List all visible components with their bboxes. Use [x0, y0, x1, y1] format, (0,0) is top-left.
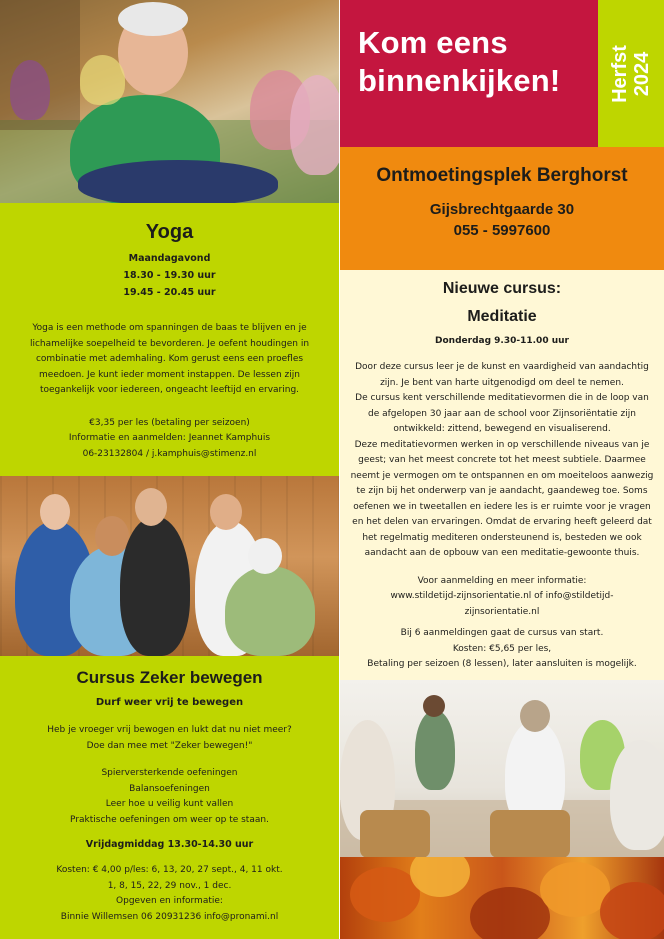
season-label: Herfst 2024: [609, 44, 653, 103]
season-banner: [598, 0, 664, 147]
list-item: Spierversterkende oefeningen: [101, 768, 238, 778]
location-name: Ontmoetingsplek Berghorst: [376, 165, 628, 186]
meditation-photo: [340, 680, 664, 858]
list-item: Leer hoe u veilig kunt vallen: [105, 799, 234, 809]
yoga-time-1: 18.30 - 19.30 uur: [123, 270, 216, 281]
meditation-details: Bij 6 aanmeldingen gaat de cursus van start. Kosten: €5,65 per les, Betaling per seizoen (8 lessen), later aansluiten is mogelijk.: [367, 628, 637, 669]
yoga-title: Yoga: [145, 221, 194, 243]
exercise-time: Vrijdagmiddag 13.30-14.30 uur: [85, 839, 254, 850]
meditation-section: [340, 270, 664, 680]
page-title: Kom eens binnenkijken!: [358, 25, 561, 98]
meditation-title-1: Nieuwe cursus:: [442, 280, 562, 297]
exercise-intro: Heb je vroeger vrij bewogen en lukt dat nu niet meer? Doe dan mee met "Zeker bewegen!": [47, 725, 292, 751]
exercise-costs: Kosten: € 4,00 p/les: 6, 13, 20, 27 sept., 4, 11 okt. 1, 8, 15, 22, 29 nov., 1 dec. Opgeven en informatie: Binnie Willemsen 06 20931236 info@pronami.nl: [56, 865, 283, 922]
yoga-photo: [0, 0, 339, 203]
exercise-photo: [0, 476, 339, 656]
header-banner: [340, 0, 598, 147]
yoga-contact: 06-23132804 / j.kamphuis@stimenz.nl: [82, 448, 257, 459]
autumn-leaves-image: [340, 857, 664, 939]
meditation-description: Door deze cursus leer je de kunst en vaardigheid van aandachtig zijn. Je bent van harte uitgenodigd om deel te nemen. De cursus kent verschillende meditatievormen die in de loop van de afgelopen 30 jaar aan de school voor Zijnsoriëntatie zijn ontwikkeld: zittend, bewegend en visualiserend. Deze meditatievormen werken in op verschillende niveaus van je geest; van het meest concrete tot het meest subtiele. Daarmee neemt je vermogen om te ontspannen en om moeiteloos aanwezig te zijn bij het onderwerp van je aandacht, gaandeweg toe. Soms oefenen we in tweetallen en iedere les is er ruimte voor je vragen en het delen van ervaringen. Omdat de ervaring heeft geleerd dat het regelmatig mediteren ondersteunend is, besteden we ook aandacht aan de opbouw van een meditatie-gewoonte thuis.: [350, 362, 654, 558]
exercise-list: [0, 766, 339, 828]
location-section: [340, 147, 664, 270]
list-item: Balansoefeningen: [129, 783, 210, 794]
location-address: Gijsbrechtgaarde 30: [429, 201, 575, 218]
exercise-section: [0, 656, 339, 939]
meditation-time: Donderdag 9.30-11.00 uur: [435, 336, 569, 346]
exercise-subtitle: Durf weer vrij te bewegen: [95, 697, 244, 708]
location-phone: 055 - 5997600: [453, 222, 551, 239]
exercise-title: Cursus Zeker bewegen: [76, 668, 263, 687]
list-item: Praktische oefeningen om weer op te staan.: [70, 814, 269, 825]
yoga-time-2: 19.45 - 20.45 uur: [123, 287, 216, 298]
yoga-description: Yoga is een methode om spanningen de baas te blijven en je lichamelijke soepelheid te bevorderen. Je oefent houdingen in combinatie met ademhaling. Kom gerust eens een proefles meedoen. Je kunt ieder moment instappen. De lessen zijn toegankelijk voor iedereen, ongeacht leeftijd en ervaring.: [29, 323, 310, 395]
yoga-info: Informatie en aanmelden: Jeannet Kamphuis: [68, 433, 271, 443]
meditation-contact: Voor aanmelding en meer informatie: www.stildetijd-zijnsorientatie.nl of info@stildetijd- zijnsorientatie.nl: [390, 575, 614, 617]
yoga-day: Maandagavond: [128, 253, 211, 264]
yoga-price: €3,35 per les (betaling per seizoen): [89, 417, 250, 428]
meditation-title-2: Meditatie: [467, 308, 537, 325]
yoga-section: [0, 203, 339, 476]
